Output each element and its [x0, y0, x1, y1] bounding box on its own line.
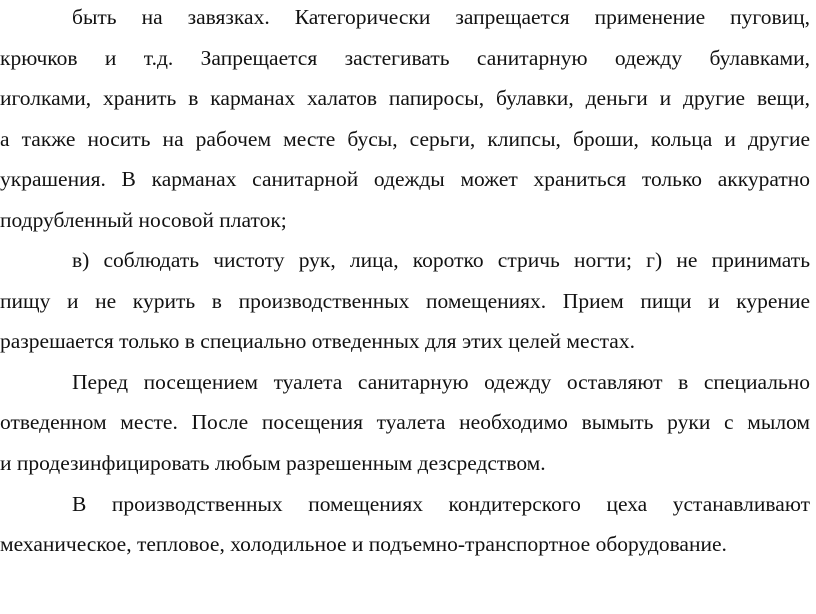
- paragraph-2-line-1: в) соблюдать чистоту рук, лица, коротко стричь ногти; г) не принимать: [72, 248, 810, 272]
- paragraph-1-line-5: украшения. В карманах санитарной одежды может храниться только аккуратно: [0, 167, 810, 191]
- paragraph-3-line-1: Перед посещением туалета санитарную одежду оставляют в специально: [72, 370, 810, 394]
- paragraph-3-line-2: отведенном месте. После посещения туалета необходимо вымыть руки с мылом: [0, 410, 810, 434]
- paragraph-2-line-2: пищу и не курить в производственных помещениях. Прием пищи и курение: [0, 289, 810, 313]
- paragraph-4-line-2: механическое, тепловое, холодильное и подъемно-транспортное оборудование.: [0, 532, 727, 556]
- paragraph-3-line-3: и продезинфицировать любым разрешенным дезсредством.: [0, 451, 546, 475]
- paragraph-1-line-6: подрубленный носовой платок;: [0, 208, 287, 232]
- paragraph-1-line-4: а также носить на рабочем месте бусы, серьги, клипсы, броши, кольца и другие: [0, 127, 810, 151]
- paragraph-4-line-1: В производственных помещениях кондитерского цеха устанавливают: [72, 492, 810, 516]
- paragraph-1-line-1: быть на завязках. Категорически запрещается применение пуговиц,: [72, 5, 810, 29]
- paragraph-2-line-3: разрешается только в специально отведенных для этих целей местах.: [0, 329, 635, 353]
- paragraph-1-line-2: крючков и т.д. Запрещается застегивать санитарную одежду булавками,: [0, 46, 810, 70]
- paragraph-1-line-3: иголками, хранить в карманах халатов папиросы, булавки, деньги и другие вещи,: [0, 86, 810, 110]
